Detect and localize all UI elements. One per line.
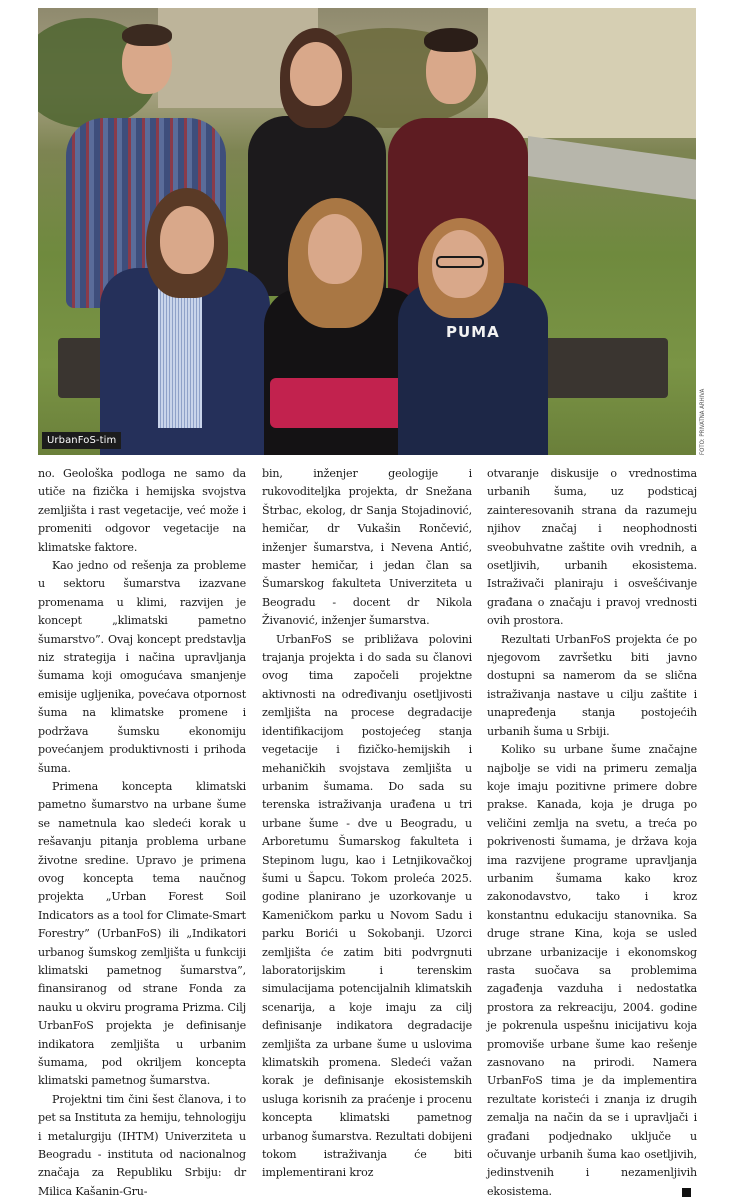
paragraph: Primena koncepta klimatski pametno šumarstvo na urbane šume se nametnula kao sledeći korak u rešavanju pitanja problema urbane životne sredine. Upravo je primena ovog koncepta tema naučnog projekta „Urban Forest Soil Indicators as a tool for Climate-Smart Forestry” (UrbanFoS) ili „Indikatori urbanog šumskog zemljišta u funkciji klimatski pametnog šumarstva”, finansiranog od strane Fonda za nauku u okviru programa Prizma. Cilj UrbanFoS projekta je definisanje indikatora zemljišta u urbanim šumama, pod okriljem koncepta klimatski pametnog šumarstva. [38,779,246,1088]
article-column-1 [38,465,246,1201]
paragraph-text: Koliko su urbane šume značajne najbolje se vidi na primeru zemalja koje imaju pozitivne primere dobre prakse. Kanada, koja je druga po veličini zemlja na svetu, a treća po pokrivenosti šumama, je država koja ima razvijene programe upravljanja urbanim šumama kako kroz zakonodavstvo, tako i kroz konstantnu edukaciju stanovnika. Sa druge strane Kina, koja se usled ubrzane urbanizacije i ekonomskog rasta suočava sa problemima zagađenja vazduha i nedostatka prostora za rekreaciju, 2004. godine je pokrenula uspešnu inicijativu koja promoviše urbane šume kao rešenje zasnovano na prirodi. Namera UrbanFoS tima je da implementira rezultate koristeći i znanja iz drugih zemalja na način da se i upravljači i građani podjednako uključe u očuvanje urbanih šuma kao osetljivih, jedinstvenih i nezamenljivih ekosistema. [487,743,697,1198]
paragraph [487,741,697,1201]
photo-caption: UrbanFoS-tim [42,432,121,449]
team-photo [38,8,696,455]
paragraph: bin, inženjer geologije i rukovoditeljka projekta, dr Snežana Štrbac, ekolog, dr Sanja Stojadinović, hemičar, dr Vukašin Rončević, inženjer šumarstva, i Nevena Antić, master hemičar, i jedan član sa Šumarskog fakulteta Univerziteta u Beogradu - docent dr Nikola Živanović, inženjer šumarstva. [262,467,472,628]
end-of-article-mark [682,1188,691,1197]
paragraph: UrbanFoS se približava polovini trajanja projekta i do sada su članovi ovog tima započeli projektne aktivnosti na određivanju osetljivosti zemljišta na procese degradacije identifikacijom postojećeg stanja vegetacije i fizičko-hemijskih i mehaničkih svojstava zemljišta u urbanim šumama. Do sada su terenska istraživanja urađena u tri urbane šume - dve u Beogradu, u Arboretumu Šumarskog fakulteta i Stepinom lugu, kao i Letnjikovačkoj šumi u Šapcu. Tokom proleća 2025. godine planirano je uzorkovanje u Kameničkom parku u Novom Sadu i parku Borići u Sokobanji. Uzorci zemljišta će zatim biti podvrgnuti laboratorijskim i terenskim simulacijama potencijalnih klimatskih scenarija, a koje imaju za cilj definisanje indikatora degradacije zemljišta za urbane šume u uslovima klimatskih promena. Sledeći važan korak je definisanje ekosistemskih usluga korisnih za praćenje i procenu koncepta klimatski pametnog urbanog šumarstva. Rezultati dobijeni tokom istraživanja će biti implementirani kroz [262,632,472,1180]
paragraph: otvaranje diskusije o vrednostima urbanih šuma, uz podsticaj zainteresovanih strana da razumeju njihov značaj i neophodnosti sveobuhvatne zaštite ovih vrednih, a osetljivih, urbanih ekosistema. Istraživači planiraju i osvešćivanje građana o značaju i pravoj vrednosti ovih prostora. [487,467,697,628]
paragraph: Projektni tim čini šest članova, i to pet sa Instituta za hemiju, tehnologiju i metalurgiju (IHTM) Univerziteta u Beogradu - instituta od nacionalnog značaja za Republiku Srbiju: dr Milica Kašanin-Gru- [38,1092,246,1198]
article-column-3 [487,465,697,1201]
shirt-logo: PUMA [446,323,500,341]
paragraph: Kao jedno od rešenja za probleme u sektoru šumarstva izazvane promenama u klimi, razvijen je koncept „klimatski pametno šumarstvo”. Ovaj koncept predstavlja niz strategija i načina upravljanja šumama koji omogućava smanjenje emisije ugljenika, povećava otpornost šuma na klimatske promene i podržava šumsku ekonomiju povećanjem produktivnosti i prihoda šuma. [38,559,246,775]
article-column-2 [262,465,472,1183]
paragraph: Rezultati UrbanFoS projekta će po njegovom završetku biti javno dostupni sa namerom da se slična istraživanja nastave u cilju zaštite i unapređenja stanja postojećih urbanih šuma u Srbiji. [487,632,697,738]
paragraph: no. Geološka podloga ne samo da utiče na fizička i hemijska svojstva zemljišta i rast vegetacije, već može i promeniti odgovor vegetacije na klimatske faktore. [38,467,246,554]
photo-credit: FOTO: PRIVATNA ARHIVA [699,388,706,455]
background-building [488,8,696,138]
park-path [528,136,696,200]
